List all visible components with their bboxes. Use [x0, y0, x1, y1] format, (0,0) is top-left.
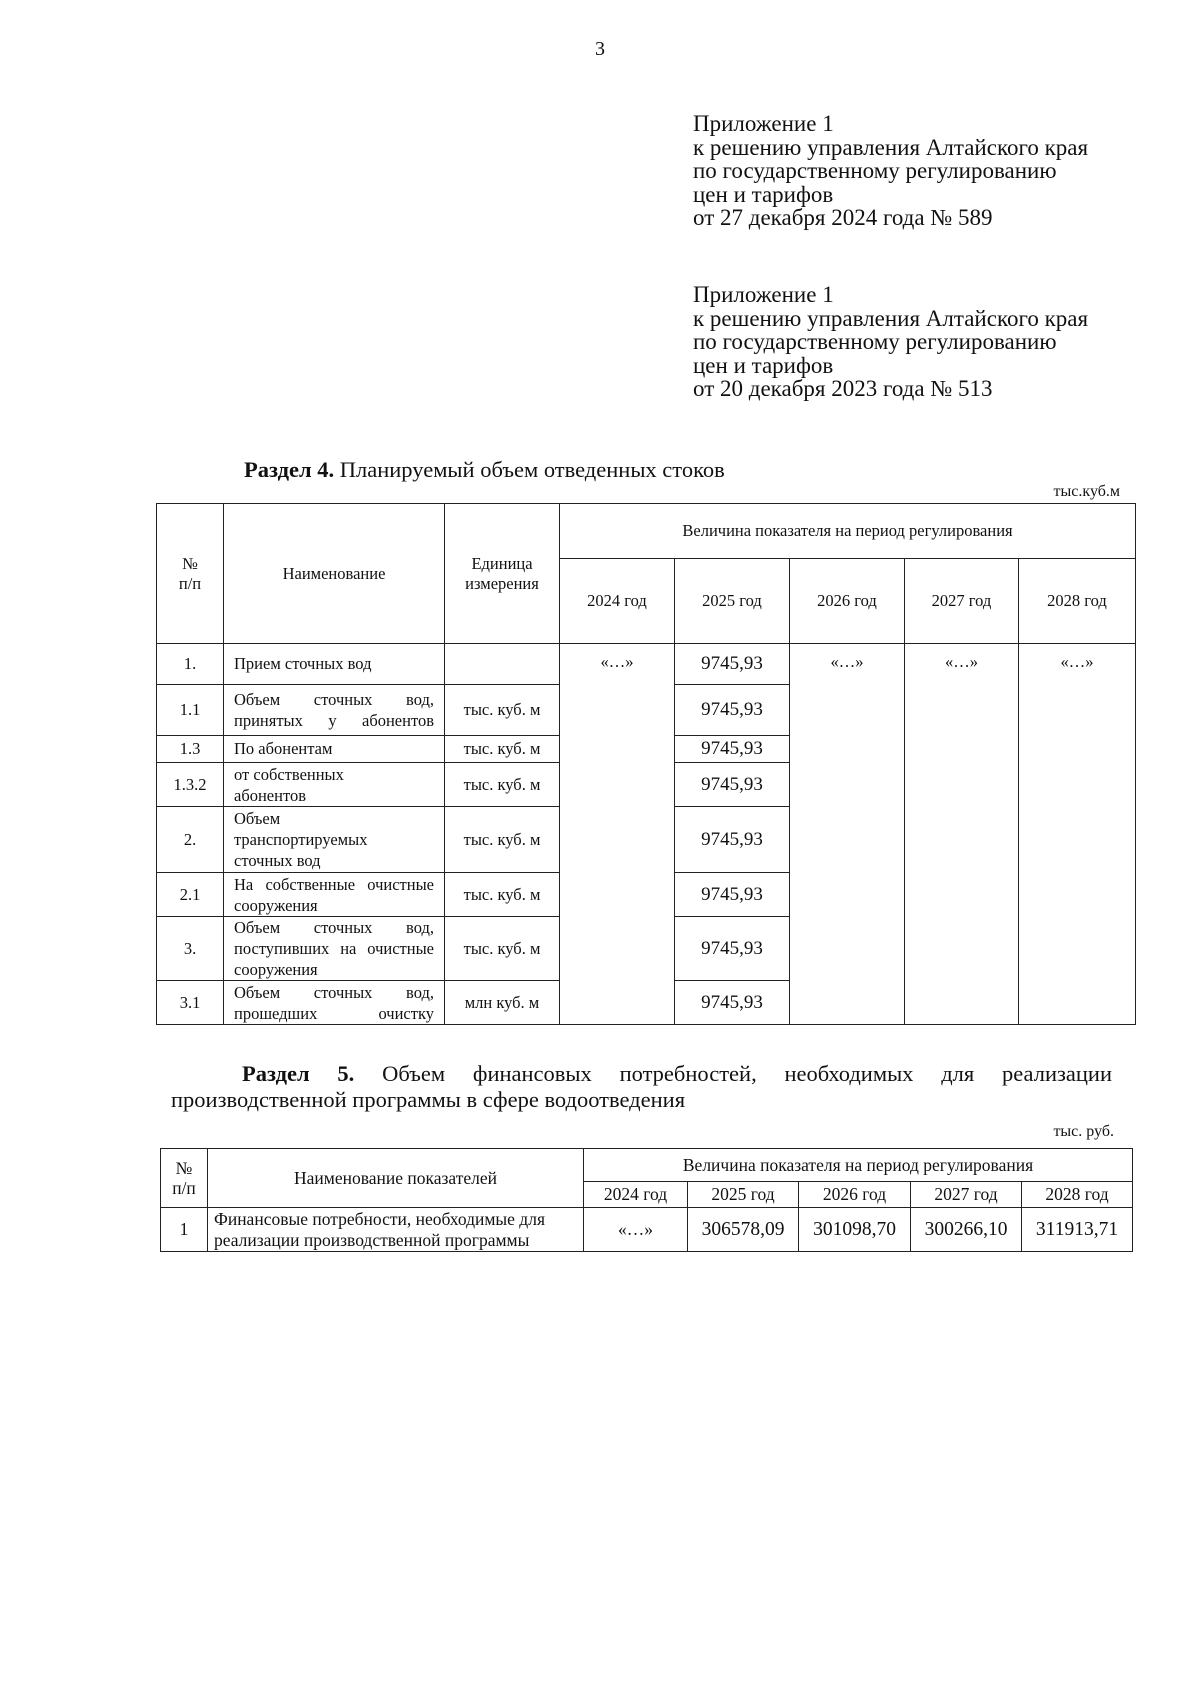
row-name: Финансовые потребности, необходимые для реализации производственной программы — [208, 1208, 584, 1252]
row-unit: тыс. куб. м — [445, 873, 560, 917]
appendix-line: по государственному регулированию — [693, 158, 1057, 183]
row-name: Объем сточных вод, прошедших очистку — [224, 981, 445, 1025]
row-name-text: от собственных абонентов — [234, 764, 344, 805]
row-unit: тыс. куб. м — [445, 685, 560, 736]
section4-title — [244, 457, 725, 483]
section4-table — [156, 503, 1136, 1025]
value-2025: 9745,93 — [675, 917, 790, 981]
header-name: Наименование показателей — [208, 1149, 584, 1208]
value-2025: 9745,93 — [675, 763, 790, 807]
section4-title-text: Планируемый объем отведенных стоков — [334, 457, 725, 482]
value-2025: 9745,93 — [675, 807, 790, 873]
header-year-2028: 2028 год — [1019, 559, 1136, 644]
appendix-block-2023 — [693, 283, 1173, 401]
value-2025: 9745,93 — [675, 685, 790, 736]
appendix-line: от 27 декабря 2024 года № 589 — [693, 205, 993, 230]
row-name: По абонентам — [224, 736, 445, 763]
section4-title-bold: Раздел 4. — [244, 457, 335, 482]
section5-title-bold: Раздел 5. — [242, 1061, 355, 1086]
row-num: 1.3.2 — [157, 763, 224, 807]
row-unit: тыс. куб. м — [445, 807, 560, 873]
header-year-2025: 2025 год — [688, 1182, 799, 1208]
header-year-2027: 2027 год — [905, 559, 1019, 644]
header-year-2024: 2024 год — [560, 559, 675, 644]
appendix-line: Приложение 1 — [693, 111, 834, 136]
row-name-text: Объем транспортируемых сточных вод — [234, 809, 368, 870]
row-num: 1.3 — [157, 736, 224, 763]
table-row — [161, 1208, 1133, 1252]
appendix-block-2024 — [693, 112, 1173, 230]
row-num: 1.1 — [157, 685, 224, 736]
section5-unit: тыс. руб. — [1053, 1123, 1114, 1140]
header-name: Наименование — [224, 504, 445, 644]
row-num: 2.1 — [157, 873, 224, 917]
section5-table — [160, 1148, 1133, 1252]
header-unit — [445, 504, 560, 644]
value-2026: 301098,70 — [799, 1208, 911, 1252]
page-number: 3 — [595, 38, 605, 60]
section4-unit: тыс.куб.м — [1053, 483, 1120, 500]
row-num: 2. — [157, 807, 224, 873]
value-2024: «…» — [584, 1208, 688, 1252]
appendix-line: от 20 декабря 2023 года № 513 — [693, 376, 993, 401]
section5-title-text: Объем финансовых потребностей, необходимых для реализации — [354, 1061, 1113, 1086]
header-year-2026: 2026 год — [799, 1182, 911, 1208]
appendix-line: к решению управления Алтайского края — [693, 305, 1089, 331]
value-2025: 9745,93 — [675, 873, 790, 917]
row-unit: тыс. куб. м — [445, 917, 560, 981]
value-2027: 300266,10 — [911, 1208, 1022, 1252]
header-unit-text: Единица измерения — [465, 553, 539, 593]
table-row — [157, 644, 1136, 685]
appendix-line: цен и тарифов — [693, 352, 834, 378]
header-num-text: № п/п — [178, 553, 202, 593]
value-2028: 311913,71 — [1022, 1208, 1133, 1252]
row-name: На собственные очистные сооружения — [224, 873, 445, 917]
value-2025: 9745,93 — [675, 644, 790, 685]
row-name: Объем сточных вод, поступивших на очистные сооружения — [224, 917, 445, 981]
row-name: Прием сточных вод — [224, 644, 445, 685]
section5-title — [242, 1061, 1112, 1087]
header-year-2028: 2028 год — [1022, 1182, 1133, 1208]
appendix-line: Приложение 1 — [693, 282, 834, 307]
header-num — [161, 1149, 208, 1208]
header-num — [157, 504, 224, 644]
row-num: 1. — [157, 644, 224, 685]
appendix-line: по государственному регулированию — [693, 329, 1057, 354]
header-year-2026: 2026 год — [790, 559, 905, 644]
header-year-2025: 2025 год — [675, 559, 790, 644]
row-unit: млн куб. м — [445, 981, 560, 1025]
value-2028-placeholder: «…» — [1019, 644, 1136, 1025]
header-period: Величина показателя на период регулирования — [560, 504, 1136, 559]
row-num: 3. — [157, 917, 224, 981]
row-name — [224, 807, 445, 873]
row-num: 1 — [161, 1208, 208, 1252]
row-unit: тыс. куб. м — [445, 763, 560, 807]
value-2025: 9745,93 — [675, 981, 790, 1025]
row-name: Объем сточных вод, принятых у абонентов — [224, 685, 445, 736]
section5-title-line2: производственной программы в сфере водоотведения — [171, 1087, 686, 1112]
value-2026-placeholder: «…» — [790, 644, 905, 1025]
value-2025: 306578,09 — [688, 1208, 799, 1252]
value-2025: 9745,93 — [675, 736, 790, 763]
header-num-text: № п/п — [172, 1157, 196, 1198]
header-period: Величина показателя на период регулирования — [584, 1149, 1133, 1182]
value-2024-placeholder: «…» — [560, 644, 675, 1025]
value-2027-placeholder: «…» — [905, 644, 1019, 1025]
header-year-2024: 2024 год — [584, 1182, 688, 1208]
row-unit — [445, 644, 560, 685]
row-name — [224, 763, 445, 807]
row-num: 3.1 — [157, 981, 224, 1025]
row-unit: тыс. куб. м — [445, 736, 560, 763]
appendix-line: к решению управления Алтайского края — [693, 134, 1089, 160]
header-year-2027: 2027 год — [911, 1182, 1022, 1208]
appendix-line: цен и тарифов — [693, 181, 834, 207]
